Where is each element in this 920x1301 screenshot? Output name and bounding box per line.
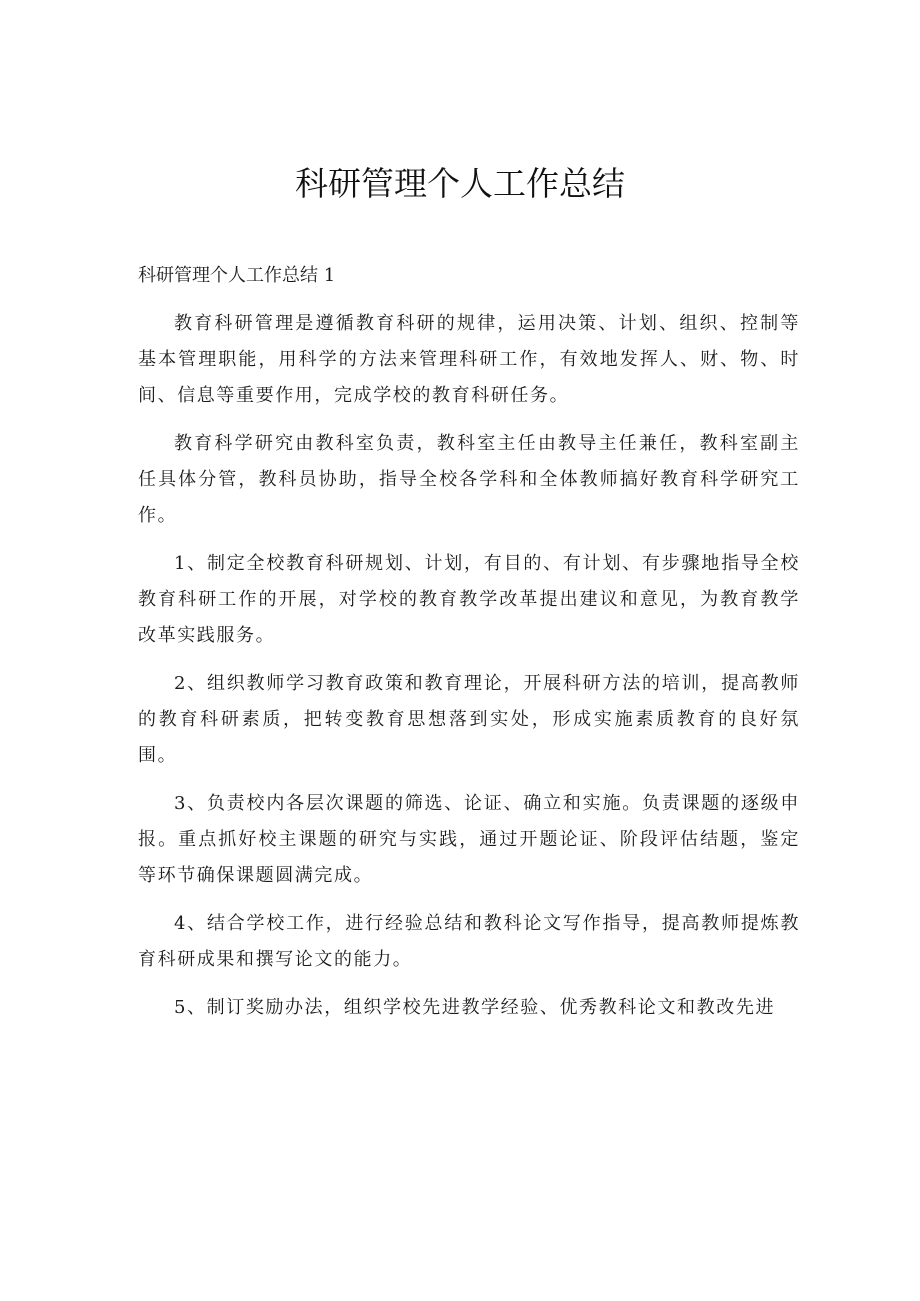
paragraph-intro: 教育科研管理是遵循教育科研的规律，运用决策、计划、组织、控制等基本管理职能，用科学的方法来管理科研工作，有效地发挥人、财、物、时间、信息等重要作用，完成学校的教育科研任务。 xyxy=(138,313,800,406)
paragraph-item-3: 3、负责校内各层次课题的筛选、论证、确立和实施。负责课题的逐级申报。重点抓好校主课题的研究与实践，通过开题论证、阶段评估结题，鉴定等环节确保课题圆满完成。 xyxy=(138,793,800,886)
paragraph-item-2: 2、组织教师学习教育政策和教育理论，开展科研方法的培训，提高教师的教育科研素质，把转变教育思想落到实处，形成实施素质教育的良好氛围。 xyxy=(138,673,800,766)
paragraph-item-1: 1、制定全校教育科研规划、计划，有目的、有计划、有步骤地指导全校教育科研工作的开展，对学校的教育教学改革提出建议和意见，为教育教学改革实践服务。 xyxy=(138,553,800,646)
document-body xyxy=(138,258,800,1026)
paragraph-item-5: 5、制订奖励办法，组织学校先进教学经验、优秀教科论文和教改先进 xyxy=(174,997,776,1018)
document-title: 科研管理个人工作总结 xyxy=(295,164,625,203)
paragraph-item-4: 4、结合学校工作，进行经验总结和教科论文写作指导，提高教师提炼教育科研成果和撰写论文的能力。 xyxy=(138,913,800,970)
paragraph-organization: 教育科学研究由教科室负责，教科室主任由教导主任兼任，教科室副主任具体分管，教科员协助，指导全校各学科和全体教师搞好教育科学研究工作。 xyxy=(138,433,800,526)
section-heading: 科研管理个人工作总结 1 xyxy=(138,265,336,286)
